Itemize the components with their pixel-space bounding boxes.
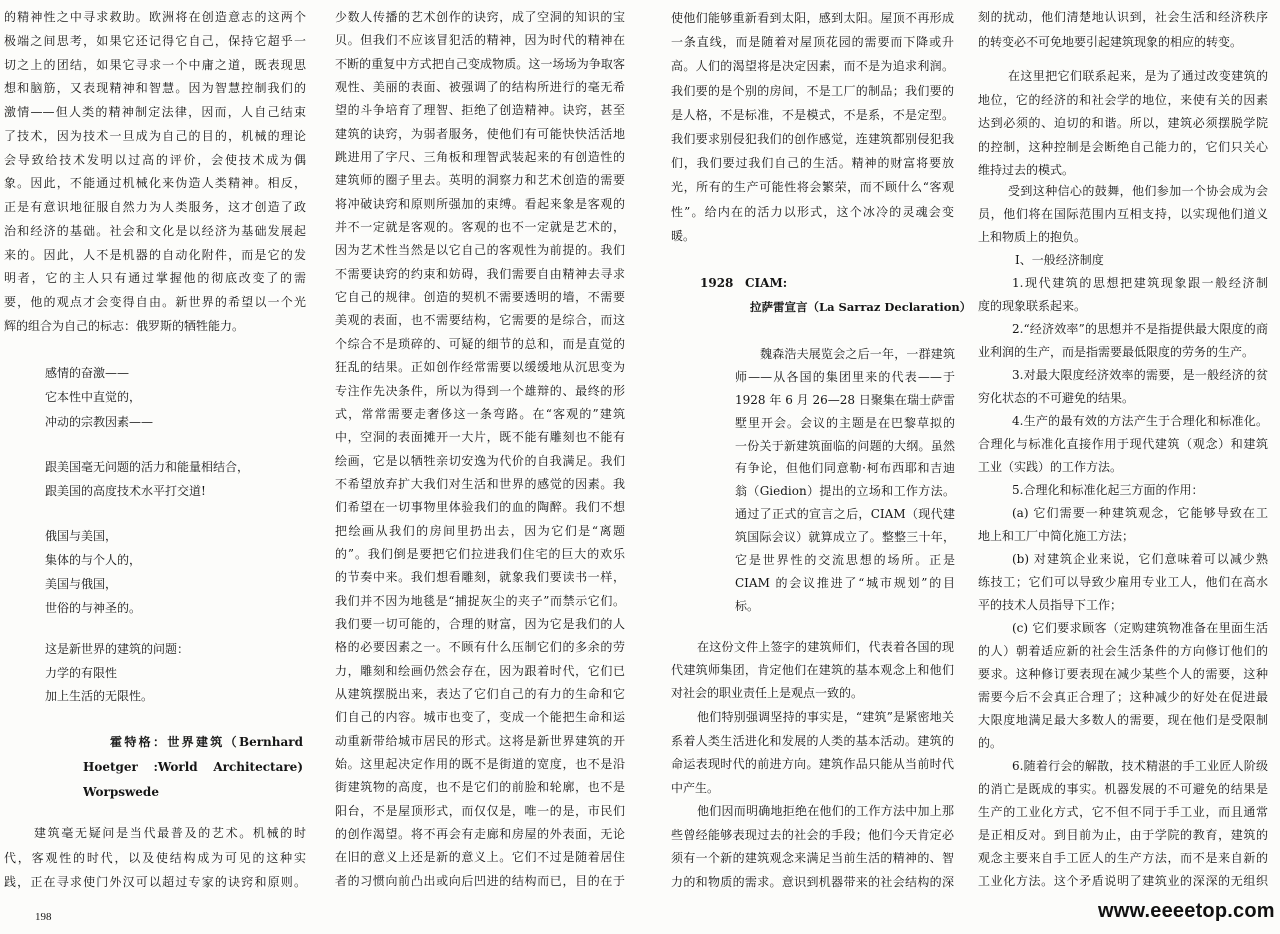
text-line: 魏森浩夫展览会之后一年，一群建筑: [760, 347, 955, 361]
list-item-3: [978, 364, 1268, 410]
text-line: 少数人传播的艺术创作的诀窍，成了空洞的知识的宝: [335, 10, 625, 24]
text-line: Worpswede: [83, 785, 159, 799]
text-line: 合理化与标准化直接作用于现代建筑（观念）和建筑: [978, 437, 1268, 451]
poem-stanza-4: [45, 638, 305, 709]
text-line: 建筑的诀窍，为弱者服务，使他们有可能快快活活地: [335, 126, 625, 141]
text-line: 阳台，不是屋顶形式，而仅仅是，唯一的是，市民们: [335, 803, 625, 818]
col3-paragraph-1: [671, 6, 954, 248]
text-line: 受到这种信心的鼓舞，他们参加一个协会成为会: [1008, 184, 1268, 198]
text-line: Ⅰ、一般经济制度: [1015, 253, 1104, 267]
text-line: 们，我们要过我们自己的生活。精神的财富将要放: [671, 156, 954, 171]
text-line: 些曾经能够表现过去的社会的手段；他们今天肯定必: [671, 827, 954, 842]
col3-paragraph-4: [671, 706, 954, 801]
text-line: 员，他们将在国际范围内互相支持，以实现他们道义: [978, 207, 1268, 221]
text-line: 生产的工业化方式，它不但不同于手工业，而且通常: [978, 805, 1268, 819]
text-line: 地上和工厂中简化施工方法；: [978, 529, 1135, 543]
text-line: 使他们能够重新看到太阳，感到太阳。屋顶不再形成: [671, 11, 954, 25]
section-heading-economic-system: [978, 249, 1268, 272]
text-line: 激情——但人类的精神制定法律，因而，人自己结束: [4, 105, 306, 119]
text-line: 美国与俄国，: [45, 577, 118, 591]
text-line: 了技术，因为技术一旦成为自己的目的，机械的理论: [4, 128, 306, 143]
text-line: 的消亡是既成的事实。机器发展的不可避免的结果是: [978, 782, 1268, 796]
text-line: 的创作渴望。将不再会有走廊和房屋的外表面，无论: [335, 827, 625, 842]
text-line: CIAM 的会议推进了“城市规划”的目: [735, 575, 955, 590]
text-line: 感情的奋激——: [45, 366, 130, 380]
text-line: 建筑师的圈子里去。英明的洞察力和艺术创造的需要: [335, 173, 625, 188]
text-line: 有争论，但他们同意勒·柯布西耶和吉迪: [735, 461, 955, 476]
text-line: 因为艺术性当然是以它自己的客观性为前提的。我们: [335, 243, 625, 258]
text-line: 绘画，它是以牺牲亲切安逸为代价的自我满足。我们: [335, 453, 625, 468]
text-line: 命运表现时代的前进方向。建筑作品只能从当前时代: [671, 757, 954, 772]
text-line: 的人）朝着适应新的社会生活条件的方向修订他们的: [978, 644, 1268, 658]
text-line: 穷化状态的不可避免的结果。: [978, 391, 1135, 405]
text-line: 格的必要因素之一。不顾有什么压制它们的多余的劳: [335, 640, 625, 655]
text-line: 专注作先决条件，所以为得到一个雄辩的、最终的形: [335, 383, 625, 398]
text-line: Hoetger :World Architectare): [83, 760, 303, 774]
text-line: 中产生。: [671, 781, 720, 796]
text-line: 他们特别强调坚持的事实是，“建筑”是紧密地关: [697, 710, 954, 724]
text-line: 切之上的团结，如果它寻求一个中庸之道，既表现思: [4, 57, 306, 72]
text-line: (b) 对建筑企业来说，它们意味着可以减少熟: [1012, 552, 1268, 566]
text-line: 光，所有的生产可能性将会繁荣，而不顾什么“客观: [671, 180, 954, 195]
text-line: 达到必须的、迫切的和谐。所以，建筑必须摆脱学院: [978, 116, 1268, 130]
text-line: 在旧的意义上还是新的意义上。它们不过是随着居住: [335, 850, 625, 865]
list-item-2: [978, 318, 1268, 364]
text-line: 不希望放弃扩大我们对生活和世界的感觉的因素。我: [335, 476, 625, 491]
text-line: 的转变必不可免地要引起建筑现象的相应的转变。: [978, 35, 1243, 49]
text-line: 霍特格：世界建筑（Bernhard: [110, 735, 303, 749]
text-line: 观性、美丽的表面、被强调了的结构所进行的毫无希: [335, 80, 625, 95]
text-line: 集体的与个人的，: [45, 553, 142, 567]
text-line: 望的斗争培育了理智、拒绝了创造精神。诀窍，甚至: [335, 103, 625, 118]
text-line: 需要今后不会真正合理了；这种减少的好处在促进最: [978, 690, 1268, 704]
text-line: 我们要一切可能的，合理的财富，因为它是我们的人: [335, 616, 625, 631]
text-line: 会导致给技术发明以过高的评价，会使技术成为偶: [4, 152, 306, 167]
text-line: 不断的重复中方式把自己变成物质。这一场场为争取客: [335, 56, 625, 71]
text-line: 治和经济的基础。社会和文化是以经济为基础发展起: [4, 223, 306, 238]
text-line: 从建筑摆脱出来，表达了它们自己的有力的生命和它: [335, 686, 625, 701]
text-line: 须有一个新的建筑观念来满足当前生活的精神的、智: [671, 851, 954, 866]
text-line: 世俗的与神圣的。: [45, 601, 142, 615]
text-line: 动重新带给城市居民的形式。这将是新世界建筑的开: [335, 733, 625, 748]
text-line: 1.现代建筑的思想把建筑现象跟一般经济制: [1012, 276, 1268, 290]
list-item-5c: [978, 617, 1268, 755]
text-line: 个综合不是琐碎的、可疑的细节的总和，而是直觉的: [335, 336, 625, 351]
text-line: 通过了正式的宣言之后，CIAM（现代建: [735, 507, 955, 522]
text-line: 4.生产的最有效的方法产生于合理化和标准化。: [1012, 414, 1268, 428]
text-line: 象。因此，不能通过机械化来伪造人类精神。相反，: [4, 176, 306, 191]
col3-paragraph-3: [671, 636, 954, 705]
text-line: 跳进用了字尺、三角板和理智武装起来的有创造性的: [335, 150, 625, 165]
page-number: 198: [35, 911, 52, 923]
list-item-1: [978, 272, 1268, 318]
text-line: 跟美国毫无问题的活力和能量相结合，: [45, 460, 250, 474]
heading-year: 1928: [700, 276, 734, 290]
text-line: 刻的扰动，他们清楚地认识到，社会生活和经济秩序: [978, 10, 1268, 24]
text-line: 的节奏中来。我们想看雕刻，就象我们要读书一样，: [335, 570, 625, 585]
economic-system-section: [978, 249, 1268, 893]
watermark: www.eeeetop.com: [1098, 900, 1275, 922]
text-line: 度的现象联系起来。: [978, 299, 1087, 313]
text-line: 并不一定就是客观的。客观的也不一定就是艺术的，: [335, 220, 625, 235]
poem-stanza-3: [45, 524, 305, 620]
col2-paragraph-1: [335, 6, 625, 893]
col1-paragraph-2: [4, 821, 306, 895]
text-line: 明者，它的主人只有通过掌握他的彻底改变了的需: [4, 271, 306, 286]
text-line: 这是新世界的建筑的问题：: [45, 642, 190, 656]
text-line: 将冲破诀窍和原则所强加的束缚。看起来象是客观的: [335, 196, 625, 211]
text-line: 街建筑物的高度，也不是它们的前脸和轮廓，也不是: [335, 780, 625, 795]
text-line: 筑国际会议）就算成立了。整整三十年，: [735, 530, 955, 545]
text-line: 贝。但我们不应该冒犯活的精神，因为时代的精神在: [335, 33, 625, 48]
text-line: 一条直线，而是随着对屋顶花园的需要而下降或升: [671, 35, 954, 50]
text-line: 的精神性之中寻求救助。欧洲将在创造意志的这两个: [4, 10, 306, 24]
text-line: 极端之间思考，如果它还记得它自己，保持它超乎一: [4, 33, 306, 48]
text-line: 正是有意识地征服自然力为人类服务，这才创造了政: [4, 200, 306, 214]
text-line: 业利润的生产，而是指需要最低限度的劳务的生产。: [978, 345, 1255, 359]
text-line: 在这份文件上签字的建筑师们，代表着各国的现: [697, 640, 954, 654]
col3-paragraph-5: [671, 800, 954, 895]
text-line: 狂乱的结果。正如创作经常需要以缓缓地从沉思变为: [335, 360, 625, 375]
text-line: 它本性中直觉的，: [45, 390, 142, 405]
text-line: 3.对最大限度经济效率的需要，是一般经济的贫: [1012, 368, 1268, 382]
text-line: 把绘画从我们的房间里扔出去，因为它们是“离题: [335, 523, 625, 538]
text-line: 者的习惯向前凸出或向后凹进的结构而已，目的在于: [335, 873, 625, 888]
text-line: 平的技术人员指导下工作；: [978, 598, 1123, 612]
text-line: 美观的表面，也不需要结构，它需要的是综合，而这: [335, 313, 625, 328]
text-line: 我们要求别侵犯我们的创作感觉，连建筑都别侵犯我: [671, 131, 954, 146]
text-line: 标。: [735, 598, 760, 613]
text-line: 2.“经济效率”的思想并不是指提供最大限度的商: [1012, 322, 1268, 336]
text-line: 6.随着行会的解散，技术精湛的手工业匠人阶级: [1012, 759, 1268, 773]
text-line: 们希望在一切事物里体验我们的血的陶醉。我们不想: [335, 500, 625, 515]
text-line: 式，常常需要走奢侈这一条弯路。在“客观的”建筑: [335, 406, 625, 421]
text-line: 始。这里起决定作用的既不是街道的宽度，也不是沿: [335, 757, 625, 771]
text-line: 他们因而明确地拒绝在他们的工作方法中加上那: [697, 804, 954, 818]
section-heading-ciam: [700, 271, 972, 319]
text-line: 地位，它的经济的和社会学的地位，来使有关的因素: [978, 92, 1268, 107]
list-item-6: [978, 755, 1268, 893]
text-line: 工业化方法。这个矛盾说明了建筑业的深深的无组织: [978, 874, 1268, 888]
text-line: 想和脑筋，又表现精神和智慧。因为智慧控制我们的: [4, 81, 306, 96]
text-line: 不需要诀窍的约束和妨碍，我们需要自由精神去寻求: [335, 266, 625, 281]
text-line: 它是世界性的交流思想的场所。正是: [735, 553, 955, 568]
text-line: 我们并不因为地毯是“捕捉灰尘的夹子”而禁示它们。: [335, 593, 625, 608]
poem-stanza-2: [45, 455, 305, 504]
heading-subtitle: 拉萨雷宣言（La Sarraz Declaration）: [750, 300, 972, 314]
text-line: 冲动的宗教因素——: [45, 414, 154, 429]
text-line: 我们要的是个别的房间，不是工厂的制品；我们要的: [671, 83, 954, 98]
text-line: 1928 年 6 月 26—28 日聚集在瑞士萨雷: [735, 392, 955, 407]
text-line: 中，空洞的表面摊开一大片，既不能有雕刻也不能有: [335, 430, 625, 445]
text-line: 代，客观性的时代，以及使结构成为可见的这种实: [4, 850, 306, 865]
text-line: 力的和物质的需求。意识到机器带来的社会结构的深: [671, 875, 954, 890]
col4-paragraph-3: [978, 180, 1268, 249]
text-line: 的”。我们倒是要把它们拉进我们住宅的巨大的欢乐: [335, 546, 625, 561]
list-item-4: [978, 410, 1268, 479]
text-line: 要，他的观点才会变得自由。新世界的希望以一个光: [4, 295, 306, 309]
text-line: 观念主要来自手工匠人的生产方法，而不是来自新的: [978, 851, 1268, 865]
text-line: 在这里把它们联系起来，是为了通过改变建筑的: [1008, 69, 1268, 83]
text-line: (a) 它们需要一种建筑观念，它能够导致在工: [1012, 506, 1268, 520]
text-line: 5.合理化和标准化起三方面的作用：: [1012, 483, 1204, 497]
text-line: 践，正在寻求使门外汉可以超过专家的诀窍和原则。: [4, 875, 306, 889]
heading-title: CIAM:: [745, 276, 788, 290]
text-line: 墅里开会。会议的主题是在巴黎草拟的: [735, 415, 955, 430]
text-line: 练技工；它们可以导致少雇用专业工人，他们在高水: [978, 575, 1268, 589]
text-line: 它自己的规律。创造的契机不需要透明的墙，不需要: [335, 290, 625, 305]
text-line: 跟美国的高度技术水平打交道!: [45, 484, 206, 499]
text-line: 们自己的内容。城市也变了，变成一个能把生命和运: [335, 710, 625, 725]
poem-stanza-1: [45, 361, 305, 434]
section-heading-hoetger: [83, 730, 303, 805]
text-line: 上和物质上的抱负。: [978, 230, 1087, 244]
text-line: 系着人类生活进化和发展的人类的基本活动。建筑的: [671, 733, 954, 748]
list-item-5: [978, 479, 1268, 502]
text-line: 力，雕刻和绘画仍然会存在，因为跟着时代，它们已: [335, 663, 625, 678]
text-line: 来的。因此，人不是机器的自动化附件，而是它的发: [4, 247, 306, 262]
text-line: 师——从各国的集团里来的代表——于: [735, 369, 955, 384]
list-item-5b: [978, 548, 1268, 617]
text-line: 一份关于新建筑面临的问题的大纲。虽然: [735, 438, 955, 453]
list-item-5a: [978, 502, 1268, 548]
text-line: 建筑毫无疑问是当代最普及的艺术。机械的时: [34, 826, 306, 840]
text-line: 的。: [978, 736, 1003, 750]
text-line: 加上生活的无限性。: [45, 689, 154, 704]
text-line: 力学的有限性: [45, 665, 118, 680]
text-line: 大限度地满足最大多数人的需要，现在他们是受限制: [978, 713, 1268, 727]
col1-paragraph-1: [4, 6, 306, 339]
text-line: 是正相反对。到目前为止，由于学院的教育，建筑的: [978, 828, 1268, 842]
text-line: 高。人们的渴望将是决定因素，而不是为追求利润。: [671, 59, 954, 74]
text-line: 代建筑师集团，肯定他们在建筑的基本观念上和他们: [671, 663, 954, 677]
text-line: 是人格，不是标准，不是模式，不是系，不是定型。: [671, 107, 954, 122]
text-line: 辉的组合为自己的标志：俄罗斯的牺牲能力。: [4, 318, 245, 333]
text-line: 的控制，这种控制是会断绝自己能力的，它们只关心: [978, 139, 1268, 154]
text-line: 翁（Giedion）提出的立场和工作方法。: [735, 484, 955, 499]
text-line: (c) 它们要求顾客（定购建筑物准备在里面生活: [1012, 621, 1268, 635]
text-line: 暖。: [671, 228, 696, 243]
col3-paragraph-2: [735, 343, 955, 618]
text-line: 维持过去的模式。: [978, 163, 1075, 177]
text-line: 俄国与美国，: [45, 529, 118, 543]
col4-paragraph-2: [978, 65, 1268, 183]
text-line: 性”。给内在的活力以形式，这个冰冷的灵魂会变: [671, 204, 954, 219]
text-line: 工业（实践）的工作方法。: [978, 460, 1123, 474]
text-line: 要求。这种修订要表现在减少某些个人的需要，这种: [978, 667, 1268, 681]
text-line: 对社会的职业责任上是观点一致的。: [671, 686, 864, 700]
col4-paragraph-1: [978, 5, 1268, 55]
